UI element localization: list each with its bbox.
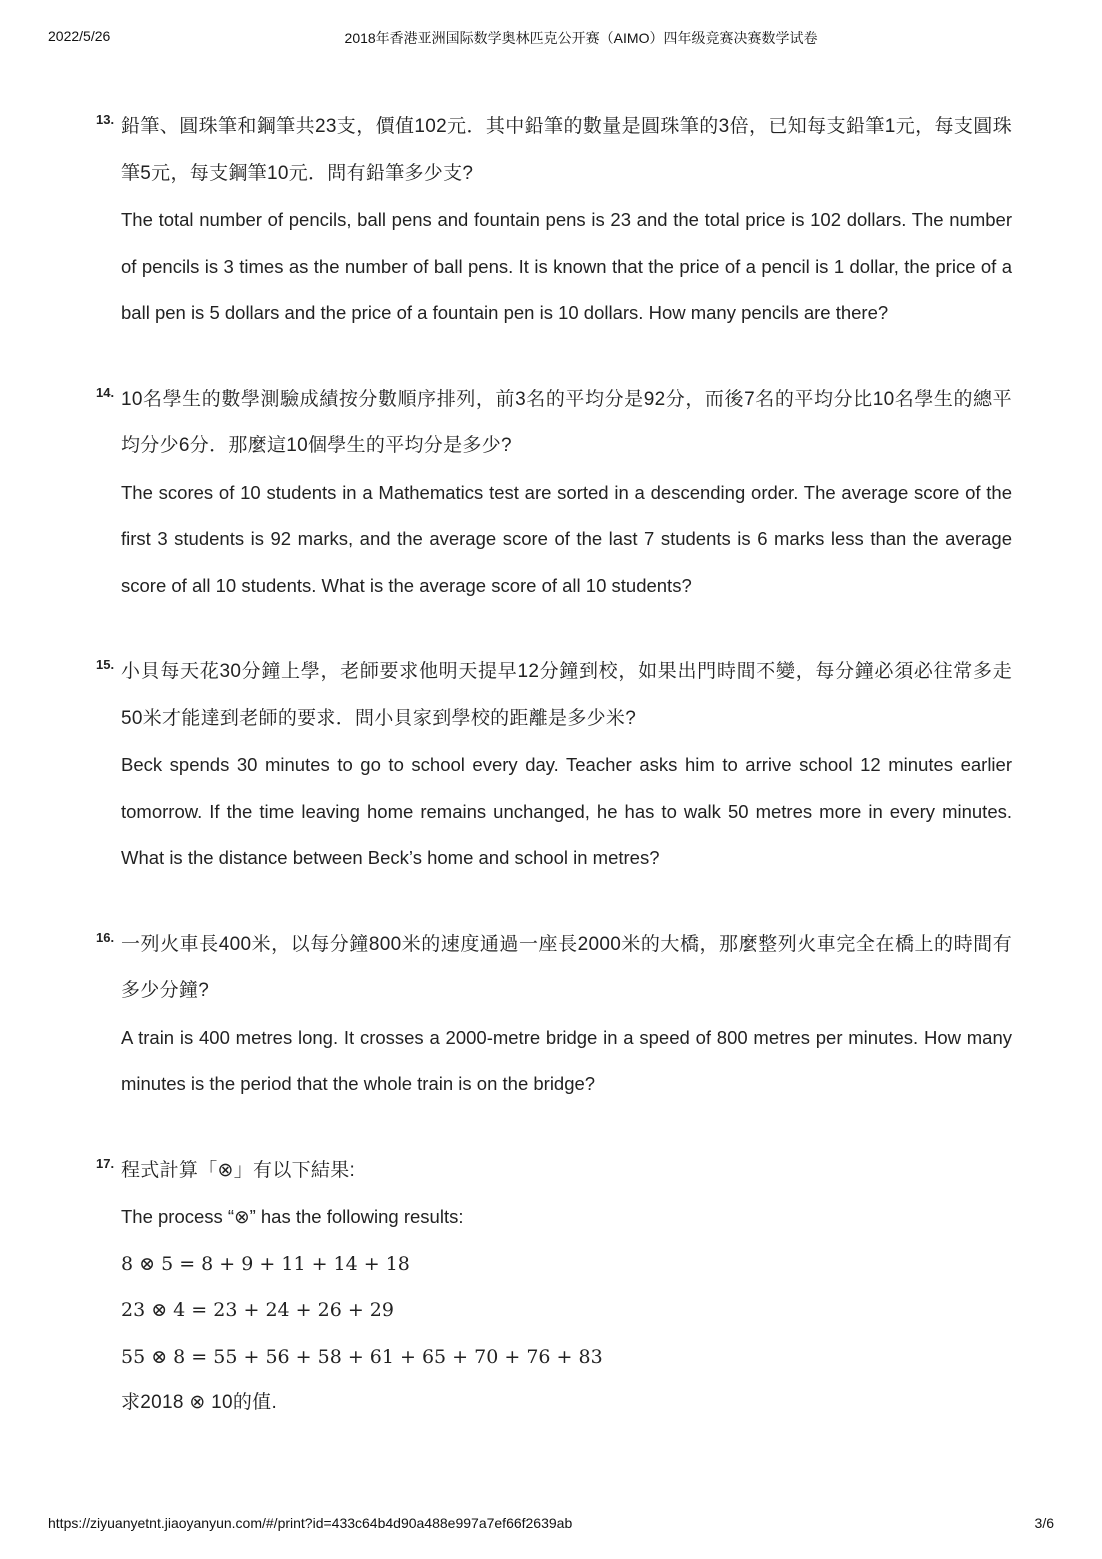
question-number: 13. [96, 112, 115, 127]
question-number: 14. [96, 384, 115, 400]
question-text-zh: 10名學生的數學測驗成績按分數順序排列，前3名的平均分是92分，而後7名的平均分比10名學生的總平均分少6分．那麼這10個學生的平均分是多少? [121, 388, 1012, 456]
question-13 [96, 104, 1012, 337]
question-15 [96, 649, 1012, 882]
question-number: 17. [96, 1155, 115, 1171]
question-14 [96, 377, 1012, 610]
question-number: 16. [96, 929, 115, 945]
question-text-en: A train is 400 metres long. It crosses a 2000-metre bridge in a speed of 800 metres per minutes. How many minutes is the period that the whole train is on the bridge? [121, 1026, 1012, 1094]
question-number: 15. [96, 657, 115, 672]
print-footer [48, 1515, 1054, 1537]
question-text-zh: 鉛筆、圓珠筆和鋼筆共23支，價值102元．其中鉛筆的數量是圓珠筆的3倍，已知每支鉛筆1元，每支圓珠筆5元，每支鋼筆10元．問有鉛筆多少支? [121, 116, 1012, 184]
print-header [48, 28, 1054, 50]
question-text-zh: 一列火車長400米，以每分鐘800米的速度通過一座長2000米的大橋，那麼整列火車完全在橋上的時間有多少分鐘? [121, 933, 1012, 1001]
formula-line: 8 ⊗ 5 = 8 + 9 + 11 + 14 + 18 [121, 1252, 410, 1275]
document-title: 2018年香港亚洲国际数学奥林匹克公开赛（AIMO）四年级竞赛决赛数学试卷 [344, 30, 818, 46]
question-text-en: The total number of pencils, ball pens and fountain pens is 23 and the total price is 102 dollars. The number of pencils is 3 times as the number of ball pens. It is known that the price of a pencil is 1 dollar, the price of a ball pen is 5 dollars and the price of a fountain pen is 10 dollars. How many pencils are there? [121, 209, 1012, 323]
question-text-zh: 小貝每天花30分鐘上學，老師要求他明天提早12分鐘到校，如果出門時間不變，每分鐘必須必往常多走50米才能達到老師的要求．問小貝家到學校的距離是多少米? [121, 661, 1012, 729]
question-list [96, 104, 1012, 1467]
question-text-en: Beck spends 30 minutes to go to school every day. Teacher asks him to arrive school 12 minutes earlier tomorrow. If the time leaving home remains unchanged, he has to walk 50 metres more in every minutes. What is the distance between Beck’s home and school in metres? [121, 754, 1012, 868]
question-17 [96, 1148, 1012, 1427]
page-number: 3/6 [1034, 1515, 1054, 1531]
question-text-en: The scores of 10 students in a Mathematics test are sorted in a descending order. The average score of the first 3 students is 92 marks, and the average score of the last 7 students is 6 marks less than the average score of all 10 students. What is the average score of all 10 students? [121, 481, 1012, 596]
page-url: https://ziyuanyetnt.jiaoyanyun.com/#/print?id=433c64b4d90a488e997a7ef66f2639ab [48, 1515, 573, 1531]
question-text-en: The process “⊗” has the following results: [121, 1206, 464, 1227]
formula-line: 23 ⊗ 4 = 23 + 24 + 26 + 29 [121, 1299, 394, 1321]
print-date: 2022/5/26 [48, 28, 111, 44]
question-ask: 求2018 ⊗ 10的值. [121, 1392, 278, 1413]
question-16 [96, 922, 1012, 1108]
formula-line: 55 ⊗ 8 = 55 + 56 + 58 + 61 + 65 + 70 + 76 + 83 [121, 1345, 603, 1368]
question-text-zh: 程式計算「⊗」有以下結果: [121, 1159, 356, 1181]
